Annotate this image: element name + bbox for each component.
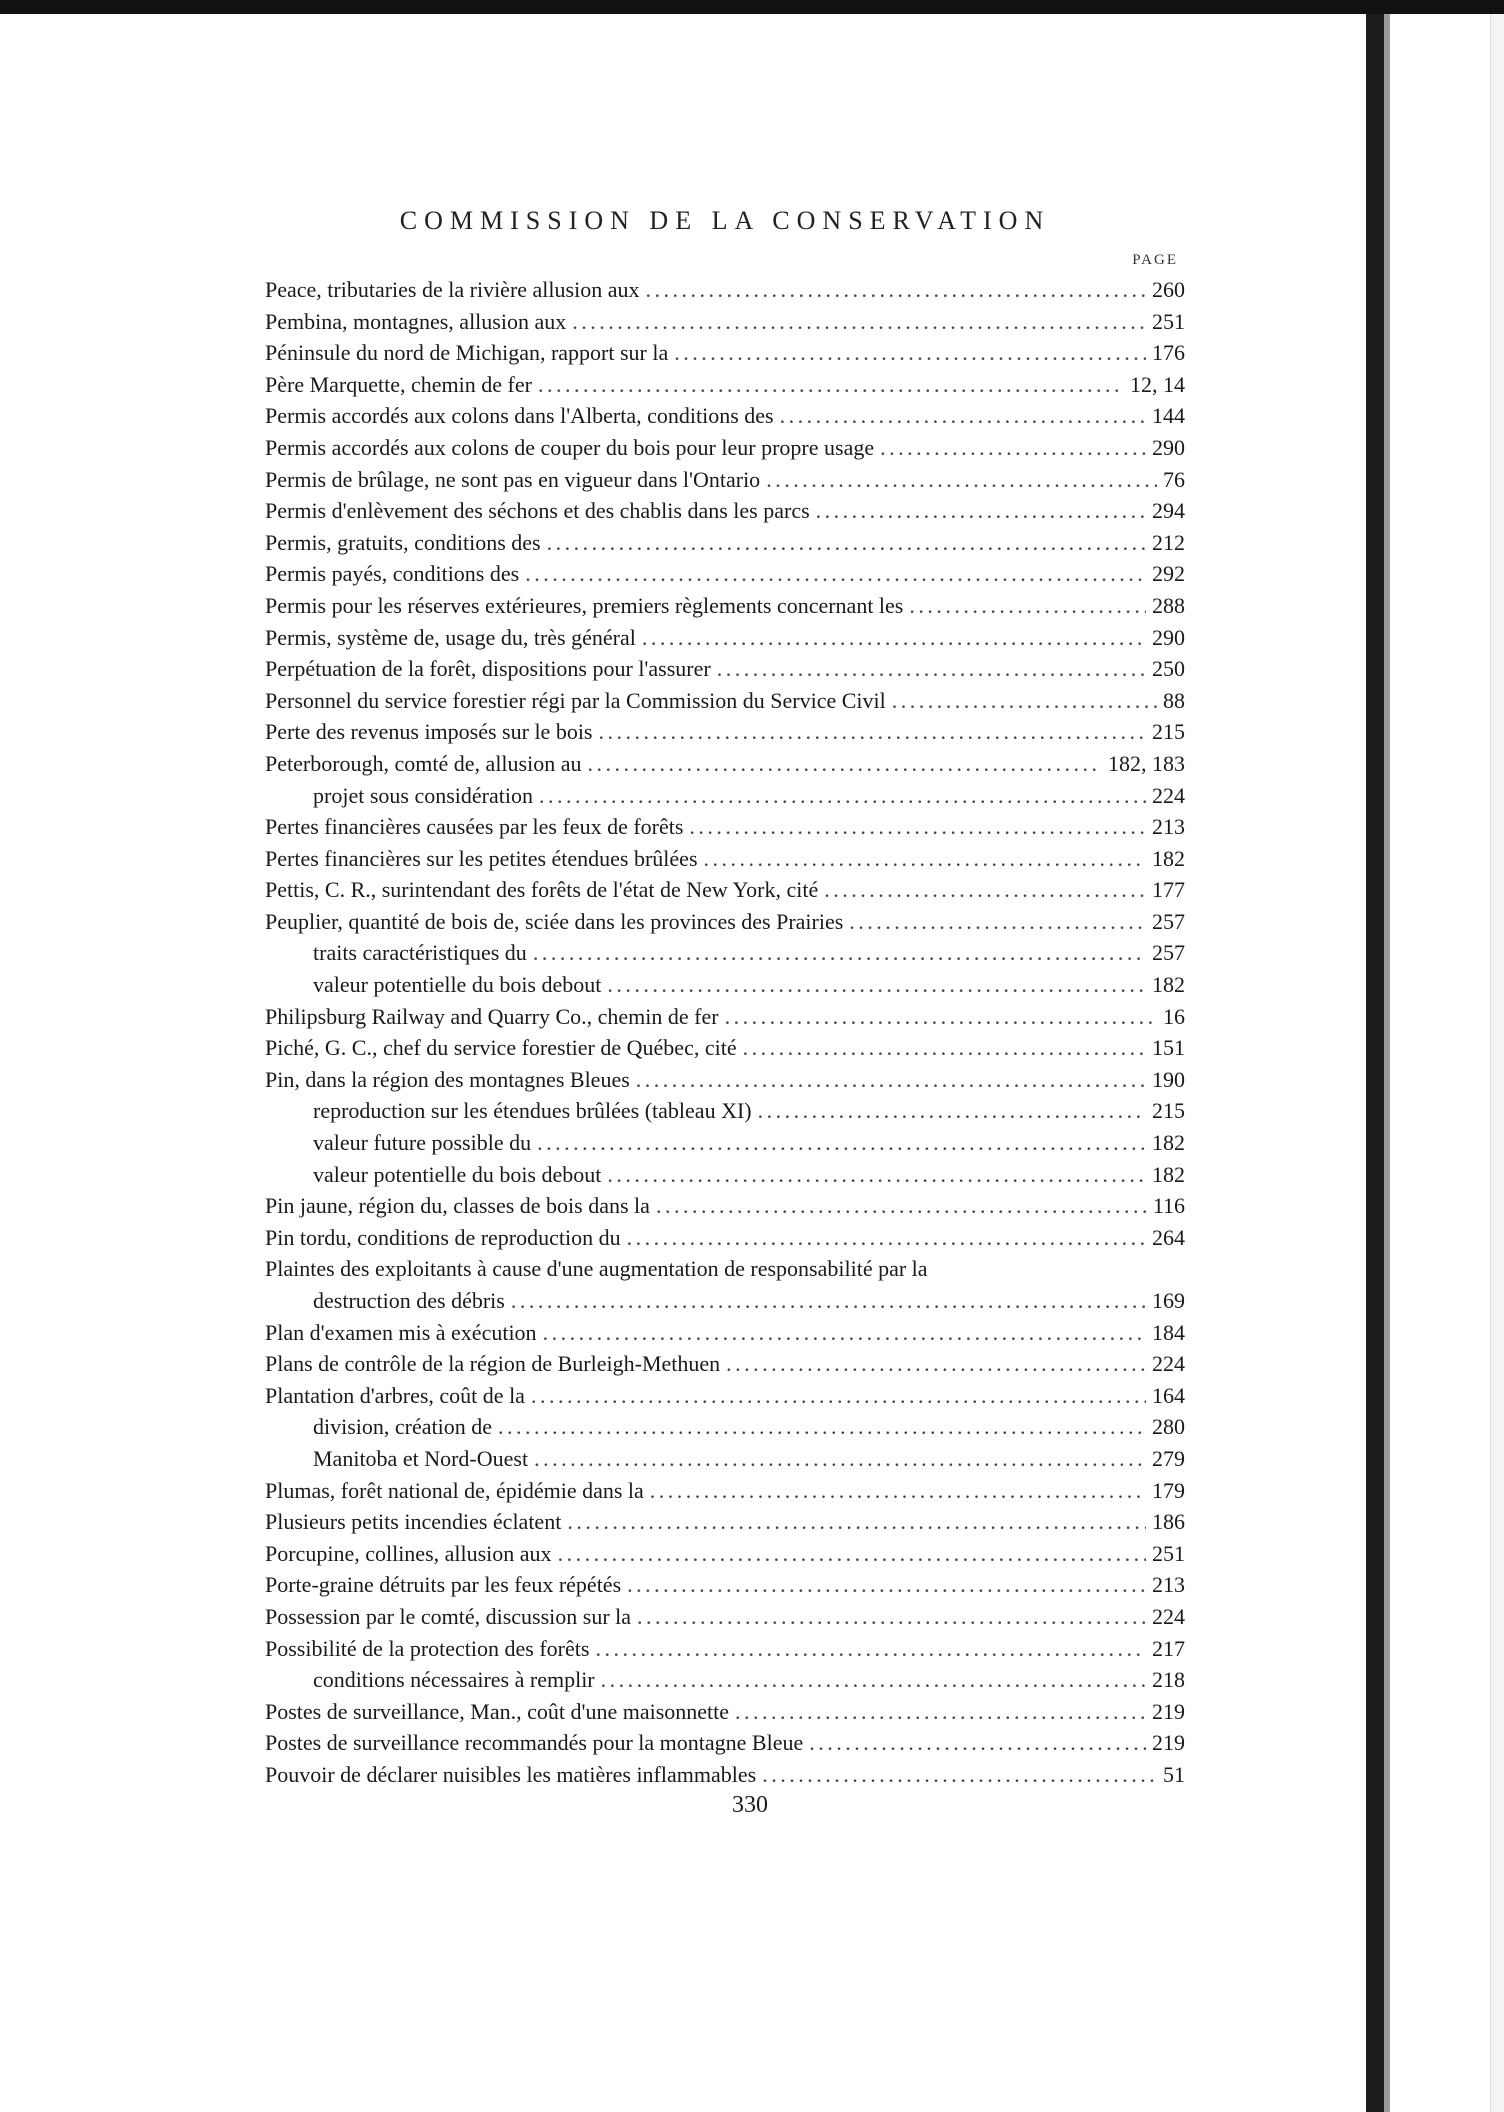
entry-text: Philipsburg Railway and Quarry Co., chemin de fer <box>265 1003 719 1029</box>
entry-page: 294 <box>1152 498 1185 524</box>
index-entry <box>265 1506 1185 1538</box>
entry-text: valeur potentielle du bois debout <box>313 1161 602 1187</box>
dot-leader <box>636 1064 1146 1096</box>
dot-leader <box>601 1664 1146 1696</box>
entry-text: Postes de surveillance, Man., coût d'une maisonnette <box>265 1698 730 1724</box>
entry-page: 212 <box>1152 529 1185 555</box>
entry-page: 182 <box>1152 972 1185 998</box>
dot-leader <box>816 495 1146 527</box>
dot-leader <box>766 464 1157 496</box>
entry-text: valeur future possible du <box>313 1130 532 1156</box>
entry-page: 260 <box>1152 277 1185 302</box>
entry-text: Père Marquette, chemin de fer <box>265 371 532 397</box>
entry-text: Permis accordés aux colons dans l'Alberta, conditions des <box>265 403 774 429</box>
index-entry <box>265 1380 1185 1412</box>
dot-leader <box>735 1696 1146 1728</box>
dot-leader <box>645 274 1146 306</box>
index-entry <box>265 1253 1185 1285</box>
entry-page: 251 <box>1152 1540 1185 1566</box>
entry-page: 224 <box>1152 1351 1185 1377</box>
entry-page: 257 <box>1152 908 1185 934</box>
index-entry <box>265 527 1185 559</box>
entry-page: 288 <box>1152 592 1185 618</box>
entry-text: Pin jaune, région du, classes de bois dans la <box>265 1193 650 1219</box>
dot-leader <box>587 748 1102 780</box>
entry-text: projet sous considération <box>313 782 533 808</box>
entry-page: 176 <box>1152 340 1185 366</box>
scan-gutter-edge <box>1384 14 1390 2112</box>
index-subentry <box>265 1443 1185 1475</box>
entry-text: Permis pour les réserves extérieures, premiers règlements concernant les <box>265 592 904 618</box>
entry-text: Plantation d'arbres, coût de la <box>265 1382 525 1408</box>
index-subentry <box>265 1411 1185 1443</box>
index-entry <box>265 1001 1185 1033</box>
entry-text: valeur potentielle du bois debout <box>313 972 602 998</box>
page-number: 330 <box>732 1792 768 1818</box>
entry-page: 264 <box>1152 1224 1185 1250</box>
index-subentry <box>265 937 1185 969</box>
entry-text: Permis d'enlèvement des séchons et des chablis dans les parcs <box>265 498 810 524</box>
entry-text: division, création de <box>313 1414 493 1440</box>
index-entry <box>265 874 1185 906</box>
index-entry <box>265 748 1185 780</box>
index-entry <box>265 1190 1185 1222</box>
dot-leader <box>627 1222 1146 1254</box>
dot-leader <box>511 1285 1146 1317</box>
entry-page: 290 <box>1152 434 1185 460</box>
entry-page: 290 <box>1152 624 1185 650</box>
entry-text: Perpétuation de la forêt, dispositions pour l'assurer <box>265 656 711 682</box>
index-subentry <box>265 780 1185 812</box>
dot-leader <box>539 780 1146 812</box>
entry-text: Permis accordés aux colons de couper du bois pour leur propre usage <box>265 434 875 460</box>
entry-page: 177 <box>1152 877 1185 903</box>
entry-text: Manitoba et Nord-Ouest <box>313 1445 529 1471</box>
entry-page: 182 <box>1152 1161 1185 1187</box>
index-entry <box>265 653 1185 685</box>
dot-leader <box>743 1032 1146 1064</box>
dot-leader <box>538 369 1124 401</box>
index-entry <box>265 1696 1185 1728</box>
entry-text: Pettis, C. R., surintendant des forêts de l'état de New York, cité <box>265 877 819 903</box>
dot-leader <box>674 337 1146 369</box>
entry-page: 279 <box>1152 1445 1185 1471</box>
entry-text: traits caractéristiques du <box>313 940 527 966</box>
dot-leader <box>824 874 1146 906</box>
entry-page: 182 <box>1152 845 1185 871</box>
running-header: COMMISSION DE LA CONSERVATION <box>399 206 1051 235</box>
index-entry <box>265 1759 1185 1791</box>
entry-text: Possibilité de la protection des forêts <box>265 1635 590 1661</box>
entry-text: Plumas, forêt national de, épidémie dans la <box>265 1477 644 1503</box>
dot-leader <box>758 1095 1146 1127</box>
entry-text: Personnel du service forestier régi par la Commission du Service Civil <box>265 687 886 713</box>
entry-text: Plusieurs petits incendies éclatent <box>265 1509 562 1535</box>
index-entry <box>265 716 1185 748</box>
entry-page: 215 <box>1152 1098 1185 1124</box>
index-entry <box>265 432 1185 464</box>
entry-page: 190 <box>1152 1066 1185 1092</box>
entry-page: 88 <box>1163 687 1185 713</box>
entry-text: Pin, dans la région des montagnes Bleues <box>265 1066 630 1092</box>
dot-leader <box>704 843 1146 875</box>
entry-text: Perte des revenus imposés sur le bois <box>265 719 593 745</box>
index-subentry <box>265 1095 1185 1127</box>
dot-leader <box>717 653 1146 685</box>
entry-text: Porte-graine détruits par les feux répétés <box>265 1572 622 1598</box>
entry-page: 218 <box>1152 1667 1185 1693</box>
index-entry <box>265 1317 1185 1349</box>
entry-page: 151 <box>1152 1035 1185 1061</box>
index-entry <box>265 337 1185 369</box>
index-entry <box>265 1601 1185 1633</box>
index-entry <box>265 843 1185 875</box>
index-entry <box>265 1727 1185 1759</box>
dot-leader <box>909 590 1146 622</box>
dot-leader <box>762 1759 1157 1791</box>
dot-leader <box>537 1127 1146 1159</box>
entry-text: Plaintes des exploitants à cause d'une augmentation de responsabilité par la <box>265 1256 928 1282</box>
index-entry <box>265 1222 1185 1254</box>
dot-leader <box>607 969 1146 1001</box>
entry-page: 164 <box>1152 1382 1185 1408</box>
index-entry <box>265 1032 1185 1064</box>
entry-page: 169 <box>1152 1288 1185 1313</box>
dot-leader <box>880 432 1146 464</box>
entry-page: 213 <box>1152 814 1185 840</box>
index-entry <box>265 1538 1185 1570</box>
index-entry <box>265 906 1185 938</box>
entry-page: 116 <box>1152 1193 1185 1219</box>
index-entry <box>265 590 1185 622</box>
dot-leader <box>656 1190 1147 1222</box>
index-entry <box>265 400 1185 432</box>
entry-text: Peace, tributaries de la rivière allusion aux <box>265 277 640 302</box>
dot-leader <box>607 1159 1146 1191</box>
dot-leader <box>595 1633 1146 1665</box>
index-entry <box>265 1064 1185 1096</box>
dot-leader <box>525 558 1146 590</box>
entry-text: Postes de surveillance recommandés pour la montagne Bleue <box>265 1730 804 1756</box>
index-entries <box>265 274 1185 1791</box>
entry-page: 182 <box>1152 1130 1185 1156</box>
entry-page: 184 <box>1152 1319 1185 1345</box>
entry-page: 215 <box>1152 719 1185 745</box>
dot-leader <box>599 716 1147 748</box>
index-subentry <box>265 1127 1185 1159</box>
entry-text: Pembina, montagnes, allusion aux <box>265 308 567 334</box>
index-entry <box>265 558 1185 590</box>
entry-page: 224 <box>1152 1603 1185 1629</box>
dot-leader <box>726 1348 1146 1380</box>
index-subentry <box>265 969 1185 1001</box>
entry-text: Pertes financières sur les petites étendues brûlées <box>265 845 698 871</box>
index-entry <box>265 622 1185 654</box>
dot-leader <box>498 1411 1146 1443</box>
entry-page: 219 <box>1152 1698 1185 1724</box>
index-entry <box>265 495 1185 527</box>
entry-page: 186 <box>1152 1509 1185 1535</box>
entry-page: 12, 14 <box>1130 371 1185 397</box>
index-subentry <box>265 1664 1185 1696</box>
dot-leader <box>547 527 1146 559</box>
dot-leader <box>642 622 1146 654</box>
index-entry <box>265 811 1185 843</box>
entry-text: Porcupine, collines, allusion aux <box>265 1540 552 1566</box>
index-entry <box>265 274 1185 306</box>
entry-page: 219 <box>1152 1730 1185 1756</box>
entry-text: Pertes financières causées par les feux de forêts <box>265 814 684 840</box>
entry-text: conditions nécessaires à remplir <box>313 1667 595 1693</box>
index-subentry <box>265 1285 1185 1317</box>
dot-leader <box>780 400 1146 432</box>
entry-text: Permis de brûlage, ne sont pas en vigueur dans l'Ontario <box>265 466 761 492</box>
entry-text: Péninsule du nord de Michigan, rapport sur la <box>265 340 669 366</box>
dot-leader <box>650 1475 1146 1507</box>
entry-text: Possession par le comté, discussion sur la <box>265 1603 632 1629</box>
entry-page: 213 <box>1152 1572 1185 1598</box>
entry-text: Piché, G. C., chef du service forestier de Québec, cité <box>265 1035 737 1061</box>
dot-leader <box>533 937 1146 969</box>
dot-leader <box>531 1380 1146 1412</box>
entry-page: 257 <box>1152 940 1185 966</box>
entry-text: Peuplier, quantité de bois de, sciée dans les provinces des Prairies <box>265 908 844 934</box>
entry-text: Plans de contrôle de la région de Burleigh-Methuen <box>265 1351 721 1377</box>
entry-page: 16 <box>1163 1003 1185 1029</box>
scan-gutter-shadow <box>1366 14 1384 2112</box>
dot-leader <box>809 1727 1146 1759</box>
entry-text: Pouvoir de déclarer nuisibles les matières inflammables <box>265 1761 757 1787</box>
index-entry <box>265 369 1185 401</box>
index-entry <box>265 306 1185 338</box>
dot-leader <box>892 685 1157 717</box>
dot-leader <box>534 1443 1146 1475</box>
dot-leader <box>637 1601 1146 1633</box>
index-entry <box>265 685 1185 717</box>
scan-top-border <box>0 0 1504 14</box>
entry-page: 292 <box>1152 561 1185 587</box>
entry-page: 280 <box>1152 1414 1185 1440</box>
entry-page: 51 <box>1163 1761 1185 1787</box>
entry-page: 224 <box>1152 782 1185 808</box>
index-subentry <box>265 1159 1185 1191</box>
index-entry <box>265 1569 1185 1601</box>
dot-leader <box>572 306 1146 338</box>
entry-text: reproduction sur les étendues brûlées (tableau XI) <box>313 1098 752 1124</box>
index-entry <box>265 1633 1185 1665</box>
entry-page: 179 <box>1152 1477 1185 1503</box>
index-entry <box>265 1475 1185 1507</box>
dot-leader <box>849 906 1146 938</box>
entry-text: Permis, système de, usage du, très général <box>265 624 636 650</box>
entry-text: destruction des débris <box>313 1288 505 1313</box>
index-entry <box>265 464 1185 496</box>
dot-leader <box>725 1001 1157 1033</box>
page-column-label: PAGE <box>1132 252 1178 268</box>
next-page-edge <box>1490 14 1504 2112</box>
entry-text: Permis, gratuits, conditions des <box>265 529 541 555</box>
entry-page: 250 <box>1152 656 1185 682</box>
dot-leader <box>543 1317 1146 1349</box>
dot-leader <box>567 1506 1146 1538</box>
entry-page: 76 <box>1163 466 1185 492</box>
entry-text: Plan d'examen mis à exécution <box>265 1319 537 1345</box>
dot-leader <box>689 811 1146 843</box>
entry-text: Permis payés, conditions des <box>265 561 520 587</box>
dot-leader <box>558 1538 1146 1570</box>
entry-text: Peterborough, comté de, allusion au <box>265 750 582 776</box>
entry-page: 251 <box>1152 308 1185 334</box>
entry-text: Pin tordu, conditions de reproduction du <box>265 1224 621 1250</box>
index-entry <box>265 1348 1185 1380</box>
entry-page: 144 <box>1152 403 1185 429</box>
entry-page: 217 <box>1152 1635 1185 1661</box>
entry-page: 182, 183 <box>1108 750 1185 776</box>
dot-leader <box>627 1569 1146 1601</box>
